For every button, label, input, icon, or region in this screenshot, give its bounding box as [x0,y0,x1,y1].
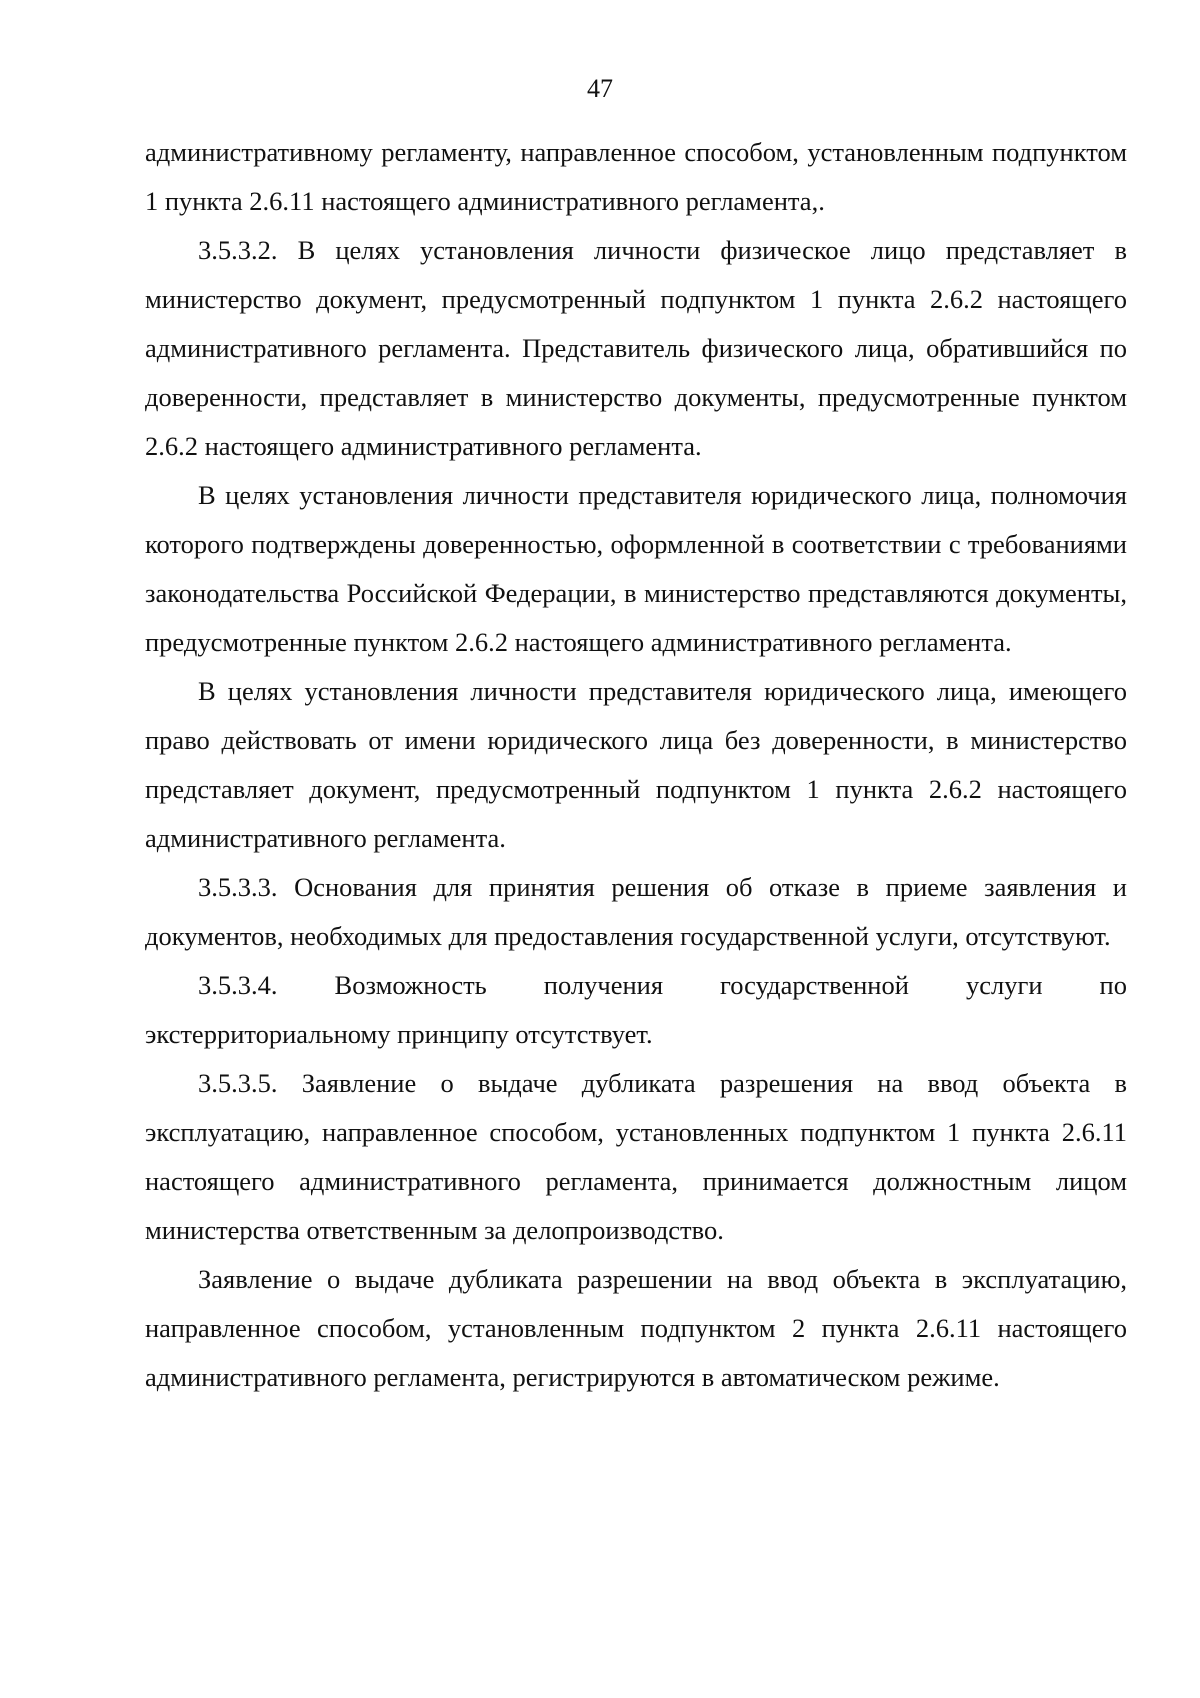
paragraph-continuation: административному регламенту, направленное способом, установленным подпунктом 1 пункта 2.6.11 настоящего административного регламента,. [145,137,1127,216]
paragraph-automatic-registration: Заявление о выдаче дубликата разрешении на ввод объекта в эксплуатацию, направленное способом, установленным подпунктом 2 пункта 2.6.11 настоящего административного регламента, регистрируются в автоматическом режиме. [145,1264,1127,1392]
document-body [145,128,1127,1402]
paragraph-legal-entity-no-proxy: В целях установления личности представителя юридического лица, имеющего право действовать от имени юридического лица без доверенности, в министерство представляет документ, предусмотренный подпунктом 1 пункта 2.6.2 настоящего административного регламента. [145,676,1127,853]
paragraph-legal-entity-proxy: В целях установления личности представителя юридического лица, полномочия которого подтверждены доверенностью, оформленной в соответствии с требованиями законодательства Российской Федерации, в министерство представляются документы, предусмотренные пунктом 2.6.2 настоящего административного регламента. [145,480,1127,657]
paragraph-3-5-3-2: 3.5.3.2. В целях установления личности физическое лицо представляет в министерство документ, предусмотренный подпунктом 1 пункта 2.6.2 настоящего административного регламента. Представитель физического лица, обратившийся по доверенности, представляет в министерство документы, предусмотренные пунктом 2.6.2 настоящего административного регламента. [145,235,1127,461]
paragraph-3-5-3-5: 3.5.3.5. Заявление о выдаче дубликата разрешения на ввод объекта в эксплуатацию, направленное способом, установленных подпунктом 1 пункта 2.6.11 настоящего административного регламента, принимается должностным лицом министерства ответственным за делопроизводство. [145,1068,1127,1245]
page-number: 47 [587,74,613,103]
paragraph-3-5-3-4: 3.5.3.4. Возможность получения государственной услуги по экстерриториальному принципу отсутствует. [145,970,1127,1049]
paragraph-3-5-3-3: 3.5.3.3. Основания для принятия решения об отказе в приеме заявления и документов, необходимых для предоставления государственной услуги, отсутствуют. [145,872,1127,951]
